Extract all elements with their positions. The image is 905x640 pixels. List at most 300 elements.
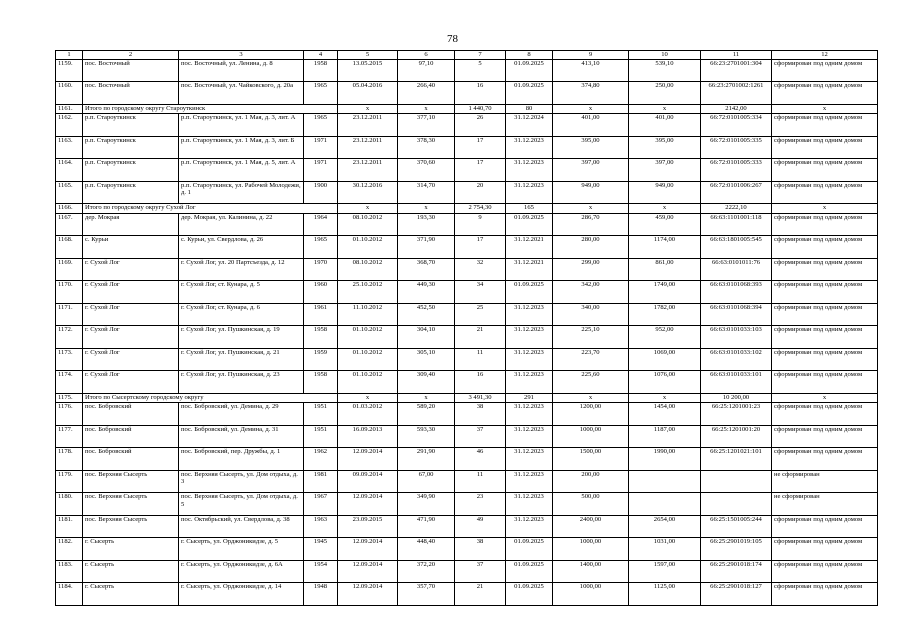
count-cell: 11 — [455, 470, 506, 493]
status-cell: не сформирован — [772, 493, 878, 516]
cadastre-cell: 66:25:1201021:101 — [701, 448, 772, 471]
area-cell: 378,30 — [398, 136, 455, 159]
deadline-cell: x — [553, 104, 629, 114]
status-cell: сформирован под одним домом — [772, 136, 878, 159]
status-cell: сформирован под одним домом — [772, 281, 878, 304]
deadline-cell: 01.09.2025 — [506, 213, 553, 236]
count-cell: 80 — [506, 104, 553, 114]
settlement-cell: р.п. Староуткинск — [83, 114, 179, 137]
status-cell: сформирован под одним домом — [772, 326, 878, 349]
area-cell: 452,50 — [398, 303, 455, 326]
area-cell: 309,40 — [398, 371, 455, 394]
value2-cell: 1990,00 — [629, 448, 701, 471]
status-cell: сформирован под одним домом — [772, 348, 878, 371]
deadline-cell: 01.09.2025 — [506, 281, 553, 304]
deadline-cell: 31.12.2023 — [506, 425, 553, 448]
value2-cell: 395,00 — [629, 136, 701, 159]
count-cell: 46 — [455, 448, 506, 471]
year-cell: 1970 — [304, 258, 338, 281]
value2-cell: 1597,00 — [629, 560, 701, 583]
area-cell: 314,70 — [398, 181, 455, 204]
value1-cell: 342,00 — [553, 281, 629, 304]
table-row — [56, 59, 878, 82]
value1-cell: 280,00 — [553, 236, 629, 259]
area-cell: 370,60 — [398, 159, 455, 182]
value2-cell — [629, 470, 701, 493]
date-cell: 01.03.2012 — [338, 403, 398, 426]
table-row — [56, 560, 878, 583]
cadastre-cell: 66:25:1501005:244 — [701, 515, 772, 538]
date-cell: 08.10.2012 — [338, 258, 398, 281]
row-number: 1169. — [56, 258, 83, 281]
status-cell: сформирован под одним домом — [772, 560, 878, 583]
status-cell: сформирован под одним домом — [772, 425, 878, 448]
column-number: 10 — [629, 51, 701, 60]
area-cell: 193,30 — [398, 213, 455, 236]
value1-cell: 2400,00 — [553, 515, 629, 538]
year-cell: 1963 — [304, 515, 338, 538]
value1-cell: 1000,00 — [553, 538, 629, 561]
table-body — [56, 51, 878, 606]
area-cell: 589,20 — [398, 403, 455, 426]
year-cell: 1971 — [304, 159, 338, 182]
column-number: 5 — [338, 51, 398, 60]
value1-cell: 1000,00 — [553, 425, 629, 448]
address-cell: г. Сухой Лог, ст. Кунара, д. 5 — [179, 281, 304, 304]
count-cell: 17 — [455, 159, 506, 182]
value2-cell: 401,00 — [629, 114, 701, 137]
row-number: 1165. — [56, 181, 83, 204]
cadastre-cell: 66:72:0101005:333 — [701, 159, 772, 182]
count-cell: 165 — [506, 204, 553, 214]
value1-cell: 200,00 — [553, 470, 629, 493]
column-number: 9 — [553, 51, 629, 60]
table-row — [56, 258, 878, 281]
status-cell: не сформирован — [772, 470, 878, 493]
column-number: 11 — [701, 51, 772, 60]
value1-cell: x — [629, 204, 701, 214]
row-number: 1180. — [56, 493, 83, 516]
count-cell: 37 — [455, 560, 506, 583]
value1-cell: x — [629, 393, 701, 403]
area-cell: 593,30 — [398, 425, 455, 448]
count-cell: 34 — [455, 281, 506, 304]
deadline-cell: 31.12.2023 — [506, 403, 553, 426]
year-cell: 1965 — [304, 236, 338, 259]
year-cell: x — [338, 204, 398, 214]
date-cell: 01.10.2012 — [338, 348, 398, 371]
count-cell: 38 — [455, 538, 506, 561]
table-row — [56, 348, 878, 371]
value2-cell: 1125,00 — [629, 583, 701, 606]
settlement-cell: г. Сухой Лог — [83, 303, 179, 326]
cadastre-cell: 66:63:0101033:102 — [701, 348, 772, 371]
row-number: 1179. — [56, 470, 83, 493]
area-cell: 266,40 — [398, 82, 455, 105]
date-cell: 30.12.2016 — [338, 181, 398, 204]
date-cell: x — [398, 204, 455, 214]
column-number: 8 — [506, 51, 553, 60]
count-cell: 291 — [506, 393, 553, 403]
count-cell: 21 — [455, 583, 506, 606]
row-number: 1168. — [56, 236, 83, 259]
status-cell: сформирован под одним домом — [772, 583, 878, 606]
page-number: 78 — [447, 33, 458, 45]
count-cell: 11 — [455, 348, 506, 371]
settlement-cell: дер. Мокрая — [83, 213, 179, 236]
row-number: 1177. — [56, 425, 83, 448]
settlement-cell: пос. Восточный — [83, 82, 179, 105]
year-cell: 1965 — [304, 114, 338, 137]
table-row — [56, 583, 878, 606]
deadline-cell: 31.12.2023 — [506, 448, 553, 471]
value1-cell: 397,00 — [553, 159, 629, 182]
settlement-cell: р.п. Староуткинск — [83, 136, 179, 159]
value2-cell: 949,00 — [629, 181, 701, 204]
value2-cell: 250,00 — [629, 82, 701, 105]
address-cell: г. Сухой Лог, ул. Пушкинская, д. 19 — [179, 326, 304, 349]
table-row — [56, 538, 878, 561]
address-cell: пос. Восточный, ул. Чайковского, д. 20а — [179, 82, 304, 105]
settlement-cell: пос. Бобровский — [83, 448, 179, 471]
value2-cell: 2142,00 — [701, 104, 772, 114]
row-number: 1170. — [56, 281, 83, 304]
area-cell: 448,40 — [398, 538, 455, 561]
count-cell: 32 — [455, 258, 506, 281]
area-cell: 1 440,70 — [455, 104, 506, 114]
settlement-cell: пос. Верхняя Сысерть — [83, 515, 179, 538]
total-row — [56, 204, 878, 214]
area-cell: 304,10 — [398, 326, 455, 349]
cadastre-cell: x — [772, 393, 878, 403]
address-cell: пос. Восточный, ул. Ленина, д. 8 — [179, 59, 304, 82]
value2-cell: 952,00 — [629, 326, 701, 349]
count-cell: 26 — [455, 114, 506, 137]
address-cell: пос. Бобровский, пер. Дружбы, д. 1 — [179, 448, 304, 471]
date-cell: 25.10.2012 — [338, 281, 398, 304]
cadastre-cell: 66:25:1201001:23 — [701, 403, 772, 426]
total-row — [56, 104, 878, 114]
date-cell: 08.10.2012 — [338, 213, 398, 236]
settlement-cell: г. Сухой Лог — [83, 281, 179, 304]
status-cell: сформирован под одним домом — [772, 538, 878, 561]
cadastre-cell: 66:23:2701002:1261 — [701, 82, 772, 105]
table-row — [56, 470, 878, 493]
date-cell: 12.09.2014 — [338, 448, 398, 471]
column-number: 6 — [398, 51, 455, 60]
status-cell: сформирован под одним домом — [772, 213, 878, 236]
deadline-cell: x — [553, 204, 629, 214]
area-cell: 368,70 — [398, 258, 455, 281]
year-cell: 1900 — [304, 181, 338, 204]
cadastre-cell — [701, 493, 772, 516]
deadline-cell: 31.12.2023 — [506, 515, 553, 538]
status-cell: сформирован под одним домом — [772, 371, 878, 394]
settlement-cell: г. Сухой Лог — [83, 371, 179, 394]
deadline-cell: 31.12.2023 — [506, 159, 553, 182]
column-number: 1 — [56, 51, 83, 60]
date-cell: x — [398, 104, 455, 114]
table-row — [56, 326, 878, 349]
area-cell: 305,10 — [398, 348, 455, 371]
value2-cell: 1782,00 — [629, 303, 701, 326]
table-row — [56, 303, 878, 326]
year-cell: 1971 — [304, 136, 338, 159]
column-number: 4 — [304, 51, 338, 60]
deadline-cell: 31.12.2023 — [506, 326, 553, 349]
count-cell: 49 — [455, 515, 506, 538]
date-cell: 13.05.2015 — [338, 59, 398, 82]
value1-cell: 1200,00 — [553, 403, 629, 426]
table-row — [56, 236, 878, 259]
year-cell: 1951 — [304, 425, 338, 448]
value2-cell: 861,00 — [629, 258, 701, 281]
table-row — [56, 448, 878, 471]
area-cell: 67,00 — [398, 470, 455, 493]
settlement-cell: пос. Бобровский — [83, 425, 179, 448]
value1-cell: x — [629, 104, 701, 114]
address-cell: пос. Верхняя Сысерть, ул. Дом отдыха, д. 3 — [179, 470, 304, 493]
date-cell: 09.09.2014 — [338, 470, 398, 493]
area-cell: 3 491,30 — [455, 393, 506, 403]
total-label: Итого по Сысертскому городскому округу — [83, 393, 338, 403]
value2-cell: 10 200,00 — [701, 393, 772, 403]
table-row — [56, 515, 878, 538]
value2-cell: 1031,00 — [629, 538, 701, 561]
settlement-cell: пос. Восточный — [83, 59, 179, 82]
table-row — [56, 371, 878, 394]
date-cell: 23.12.2011 — [338, 136, 398, 159]
deadline-cell: 31.12.2023 — [506, 181, 553, 204]
cadastre-cell: 66:63:0101033:103 — [701, 326, 772, 349]
address-cell: г. Сысерть, ул. Орджоникидзе, д. 6А — [179, 560, 304, 583]
address-cell: пос. Бобровский, ул. Демина, д. 29 — [179, 403, 304, 426]
value1-cell: 340,00 — [553, 303, 629, 326]
year-cell: 1981 — [304, 470, 338, 493]
address-cell: р.п. Староуткинск, ул. 1 Мая, д. 3, лит. Б — [179, 136, 304, 159]
table-row — [56, 136, 878, 159]
address-cell: пос. Октябрьский, ул. Свердлова, д. 38 — [179, 515, 304, 538]
value2-cell: 1187,00 — [629, 425, 701, 448]
year-cell: 1951 — [304, 403, 338, 426]
value1-cell: 1500,00 — [553, 448, 629, 471]
deadline-cell: 01.09.2025 — [506, 538, 553, 561]
address-cell: г. Сысерть, ул. Орджоникидзе, д. 14 — [179, 583, 304, 606]
settlement-cell: г. Сухой Лог — [83, 258, 179, 281]
value2-cell: 1076,00 — [629, 371, 701, 394]
deadline-cell: 31.12.2024 — [506, 114, 553, 137]
cadastre-cell: 66:72:0101005:335 — [701, 136, 772, 159]
value1-cell: 223,70 — [553, 348, 629, 371]
count-cell: 17 — [455, 236, 506, 259]
row-number: 1163. — [56, 136, 83, 159]
row-number: 1182. — [56, 538, 83, 561]
address-cell: р.п. Староуткинск, ул. 1 Мая, д. 3, лит. А — [179, 114, 304, 137]
value1-cell: 299,00 — [553, 258, 629, 281]
date-cell: 12.09.2014 — [338, 493, 398, 516]
status-cell: сформирован под одним домом — [772, 181, 878, 204]
year-cell: 1948 — [304, 583, 338, 606]
row-number: 1184. — [56, 583, 83, 606]
value1-cell: 401,00 — [553, 114, 629, 137]
value2-cell: 2222,10 — [701, 204, 772, 214]
cadastre-cell: 66:63:1101001:118 — [701, 213, 772, 236]
year-cell: 1967 — [304, 493, 338, 516]
row-number: 1173. — [56, 348, 83, 371]
cadastre-cell: x — [772, 204, 878, 214]
value1-cell: 286,70 — [553, 213, 629, 236]
value2-cell — [629, 493, 701, 516]
row-number: 1181. — [56, 515, 83, 538]
year-cell: 1958 — [304, 326, 338, 349]
address-cell: г. Сухой Лог, ул. Пушкинская, д. 21 — [179, 348, 304, 371]
area-cell: 371,90 — [398, 236, 455, 259]
row-number: 1162. — [56, 114, 83, 137]
value2-cell: 1069,00 — [629, 348, 701, 371]
date-cell: 23.12.2011 — [338, 159, 398, 182]
cadastre-cell: 66:63:0101068:394 — [701, 303, 772, 326]
date-cell: 11.10.2012 — [338, 303, 398, 326]
table-row — [56, 425, 878, 448]
count-cell: 9 — [455, 213, 506, 236]
deadline-cell: 01.09.2025 — [506, 59, 553, 82]
column-number: 7 — [455, 51, 506, 60]
date-cell: 01.10.2012 — [338, 326, 398, 349]
year-cell: 1965 — [304, 82, 338, 105]
settlement-cell: г. Сухой Лог — [83, 326, 179, 349]
count-cell: 16 — [455, 371, 506, 394]
status-cell: сформирован под одним домом — [772, 515, 878, 538]
row-number: 1160. — [56, 82, 83, 105]
row-number: 1171. — [56, 303, 83, 326]
count-cell: 23 — [455, 493, 506, 516]
count-cell: 21 — [455, 326, 506, 349]
cadastre-cell: x — [772, 104, 878, 114]
year-cell: 1960 — [304, 281, 338, 304]
deadline-cell: 31.12.2023 — [506, 136, 553, 159]
address-cell: г. Сухой Лог, ул. Пушкинская, д. 23 — [179, 371, 304, 394]
status-cell: сформирован под одним домом — [772, 159, 878, 182]
value2-cell: 459,00 — [629, 213, 701, 236]
status-cell: сформирован под одним домом — [772, 236, 878, 259]
address-cell: р.п. Староуткинск, ул. 1 Мая, д. 5, лит. А — [179, 159, 304, 182]
total-label: Итого по городскому округу Сухой Лог — [83, 204, 338, 214]
row-number: 1167. — [56, 213, 83, 236]
year-cell: 1958 — [304, 371, 338, 394]
status-cell: сформирован под одним домом — [772, 114, 878, 137]
table-row — [56, 281, 878, 304]
area-cell: 2 754,30 — [455, 204, 506, 214]
value1-cell: 500,00 — [553, 493, 629, 516]
row-number: 1183. — [56, 560, 83, 583]
cadastre-cell: 66:25:1201001:20 — [701, 425, 772, 448]
table-row — [56, 213, 878, 236]
value1-cell: 949,00 — [553, 181, 629, 204]
value1-cell: 225,60 — [553, 371, 629, 394]
deadline-cell: 01.09.2025 — [506, 583, 553, 606]
total-label: Итого по городскому округу Староуткинск — [83, 104, 338, 114]
settlement-cell: пос. Верхняя Сысерть — [83, 470, 179, 493]
value2-cell: 1174,00 — [629, 236, 701, 259]
count-cell: 38 — [455, 403, 506, 426]
year-cell: x — [338, 393, 398, 403]
settlement-cell: г. Сысерть — [83, 583, 179, 606]
area-cell: 97,10 — [398, 59, 455, 82]
settlement-cell: г. Сысерть — [83, 538, 179, 561]
settlement-cell: пос. Бобровский — [83, 403, 179, 426]
area-cell: 291,90 — [398, 448, 455, 471]
table-row — [56, 493, 878, 516]
deadline-cell: 31.12.2023 — [506, 371, 553, 394]
count-cell: 37 — [455, 425, 506, 448]
settlement-cell: р.п. Староуткинск — [83, 159, 179, 182]
date-cell: 05.04.2016 — [338, 82, 398, 105]
deadline-cell: 31.12.2021 — [506, 236, 553, 259]
cadastre-cell: 66:63:0101033:101 — [701, 371, 772, 394]
row-number: 1161. — [56, 104, 83, 114]
status-cell: сформирован под одним домом — [772, 59, 878, 82]
date-cell: 01.10.2012 — [338, 371, 398, 394]
value2-cell: 2654,00 — [629, 515, 701, 538]
status-cell: сформирован под одним домом — [772, 258, 878, 281]
column-number-row — [56, 51, 878, 60]
year-cell: 1954 — [304, 560, 338, 583]
cadastre-cell: 66:25:2901018:127 — [701, 583, 772, 606]
deadline-cell: 01.09.2025 — [506, 82, 553, 105]
row-number: 1166. — [56, 204, 83, 214]
table-row — [56, 114, 878, 137]
value1-cell: 413,10 — [553, 59, 629, 82]
address-cell: г. Сухой Лог, ст. Кунара, д. 6 — [179, 303, 304, 326]
value1-cell: 1400,00 — [553, 560, 629, 583]
value2-cell: 1454,00 — [629, 403, 701, 426]
year-cell: 1962 — [304, 448, 338, 471]
row-number: 1172. — [56, 326, 83, 349]
year-cell: 1945 — [304, 538, 338, 561]
settlement-cell: г. Сысерть — [83, 560, 179, 583]
year-cell: 1961 — [304, 303, 338, 326]
cadastre-cell: 66:25:2901018:174 — [701, 560, 772, 583]
address-cell: с. Курьи, ул. Свердлова, д. 26 — [179, 236, 304, 259]
settlement-cell: г. Сухой Лог — [83, 348, 179, 371]
year-cell: 1964 — [304, 213, 338, 236]
settlement-cell: с. Курьи — [83, 236, 179, 259]
year-cell: 1959 — [304, 348, 338, 371]
status-cell: сформирован под одним домом — [772, 303, 878, 326]
value2-cell: 539,10 — [629, 59, 701, 82]
housing-table — [55, 50, 878, 606]
value2-cell: 1749,00 — [629, 281, 701, 304]
year-cell: x — [338, 104, 398, 114]
deadline-cell: 01.09.2025 — [506, 560, 553, 583]
area-cell: 471,90 — [398, 515, 455, 538]
count-cell: 5 — [455, 59, 506, 82]
deadline-cell: 31.12.2023 — [506, 348, 553, 371]
row-number: 1164. — [56, 159, 83, 182]
address-cell: пос. Бобровский, ул. Демина, д. 31 — [179, 425, 304, 448]
cadastre-cell — [701, 470, 772, 493]
cadastre-cell: 66:72:0101006:267 — [701, 181, 772, 204]
cadastre-cell: 66:63:0101068:393 — [701, 281, 772, 304]
deadline-cell: 31.12.2023 — [506, 493, 553, 516]
cadastre-cell: 66:63:1801005:545 — [701, 236, 772, 259]
status-cell: сформирован под одним домом — [772, 448, 878, 471]
value1-cell: 1000,00 — [553, 583, 629, 606]
address-cell: р.п. Староуткинск, ул. Рабочей Молодежи, д. 1 — [179, 181, 304, 204]
date-cell: 12.09.2014 — [338, 560, 398, 583]
row-number: 1175. — [56, 393, 83, 403]
count-cell: 25 — [455, 303, 506, 326]
